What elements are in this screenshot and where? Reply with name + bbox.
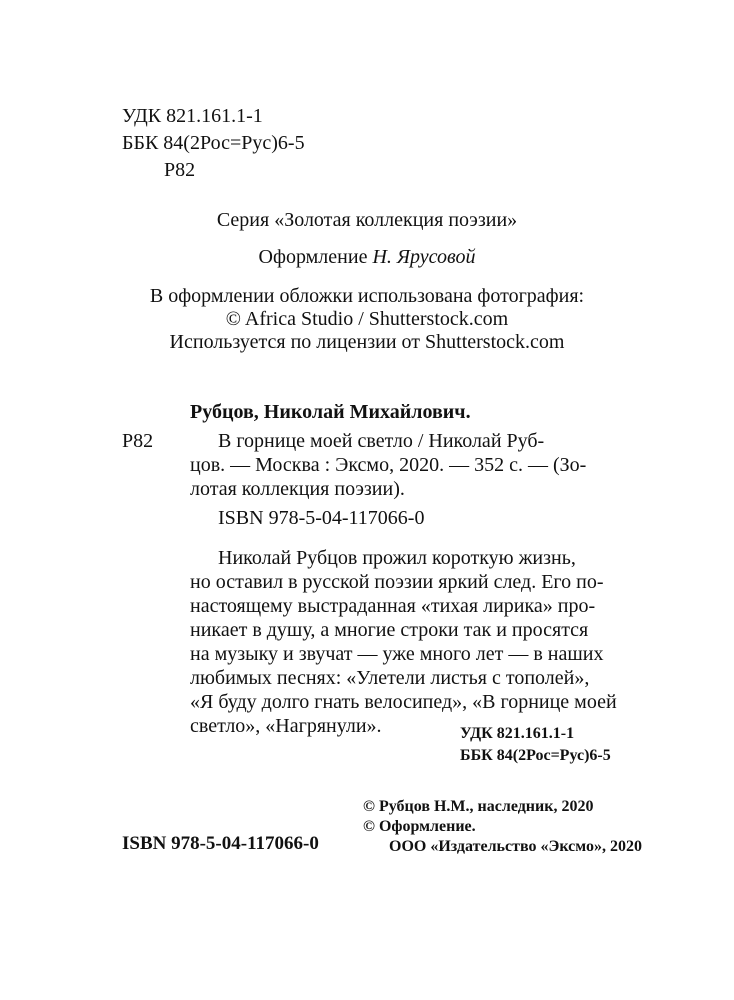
annotation-line: любимых песнях: «Улетели листья с тополей», [190,667,590,689]
copyright-line-1: © Рубцов Н.М., наследник, 2020 [363,798,594,815]
isbn-bottom: ISBN 978-5-04-117066-0 [122,833,319,854]
author-heading: Рубцов, Николай Михайлович. [190,401,471,423]
author-sign-top: Р82 [164,159,196,181]
cover-photo-line-2: © Africa Studio / Shutterstock.com [225,308,509,330]
annotation-line: настоящему выстраданная «тихая лирика» про- [190,595,596,617]
copyright-line-3: ООО «Издательство «Эксмо», 2020 [389,838,642,855]
annotation-line: «Я буду долго гнать велосипед», «В горнице моей [190,691,617,713]
cover-photo-line-1: В оформлении обложки использована фотография: [149,285,585,307]
series-line: Серия «Золотая коллекция поэзии» [216,209,518,231]
udk-top: УДК 821.161.1-1 [122,105,263,127]
design-line [0,245,734,269]
description-line-1: В горнице моей светло / Николай Руб- [218,430,545,452]
bbk-bottom: ББК 84(2Рос=Рус)6-5 [460,747,611,764]
udk-bottom: УДК 821.161.1-1 [460,725,575,742]
description-line-2: цов. — Москва : Эксмо, 2020. — 352 с. — (Зо- [190,454,587,476]
bbk-top: ББК 84(2Рос=Рус)6-5 [122,132,305,154]
annotation-line: но оставил в русской поэзии яркий след. Его по- [190,571,604,593]
annotation-line: светло», «Нагрянули». [190,715,382,737]
annotation-line: никает в душу, а многие строки так и просятся [190,619,589,641]
annotation-line: Николай Рубцов прожил короткую жизнь, [218,547,576,569]
design-label: Оформление [258,246,368,268]
isbn-line: ISBN 978-5-04-117066-0 [218,507,425,529]
cover-photo-line-3: Используется по лицензии от Shutterstock.com [169,331,565,353]
description-line-3: лотая коллекция поэзии). [190,478,405,500]
copyright-line-2: © Оформление. [363,818,476,835]
annotation-line: на музыку и звучат — уже много лет — в наших [190,643,604,665]
author-sign: Р82 [122,430,154,452]
designer-name: Н. Ярусовой [372,246,476,268]
